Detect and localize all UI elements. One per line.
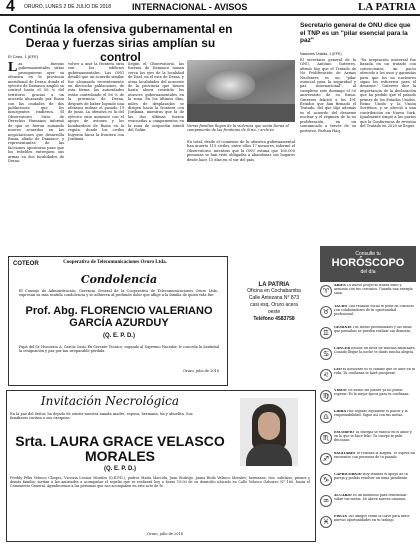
side-column-1: El secretario general de la ONU, António Guterres, afirmó hoy que el Tratado de No Proliferación de Armas Nucleares es un "pilar esencial para la seguridad y paz internacional", al cumplirse este domingo el 50 aniversario de su firma. Guterres felicitó a los 191 Estados que han firmado el Tratado, del que dijo además es el acuerdo del desarme nuclear y el régimen de la no proliferación, en un comunicado a través de su portavoz, Farhan Haq. [300,58,356,133]
sign-name: LIBRA [334,410,346,413]
condolence-closing: Papá del Sr. Honorato A. García Ossio Ex Gerente Técnico; rogando al Supremo Hacedor, le conceda la Santidad la resignación y paz por tan irreparable pérdida. [19,345,219,354]
portrait-body [246,444,292,466]
sign-acuario: ♒ ACUARIO Es un momento para reflexionar sobre tus metas. Se abren nuevos caminos. [320,494,416,513]
sign-leo: ♌ LEO El horizonte es el camino que se abre en tu vida. Tu confianza te hará prosperar. [320,368,416,387]
horoscope-subtitle: del día [360,269,376,275]
lead-column-3: Según el Observatorio, las fuerzas de Damasco toman cerca los ejes de la localidad de Dael, en el este de Deraa, y otras localidades del noroeste de la provincia que tienen hasta ahora resistido los avances gubernamentales en la zona. En los últimos días, miles de desplazados se dirigen hacia la frontera con Jordania, mientras que la de las dos últimas fueron evacuadas a campamentos en la zona de ocupación israelí del Golán. [128,62,184,133]
sign-name: SAGITARIO [334,452,356,455]
side-column-2: "Su aceptación universal fue basada en un tratado con convicciones, un pacto ofrecido a los usos y garantías para que los no nucleares sigan los esfuerzos para el desarme." Guterres dice la importancia de la declaración que ha pedido que el pasado primer de los Estados Unidos, Reino Unido y la Unión Soviética, y se ofreció a una contribución en Nueva York. Igualmente exigió a las partes que la Conferencia de revisión del Tratado en 2020 se llegue. [360,58,416,129]
sagittarius-icon: ♐ [320,453,332,465]
sign-cancer: ♋ CÁNCER Recibe un favor de muchas amistades. Cuando llegue la noche te darás mucha alegría. [320,347,416,366]
condolence-date: Oruro, julio de 2018 [183,369,219,373]
photo-caption: Varias familias llegan de la violencia que azota Deraa al campamento de las fronteras de Siria. / archivo [187,124,289,133]
lead-headline: Continúa la ofensiva gubernamental en Deraa y fuerzas sirias amplían su control [8,22,233,64]
aquarius-icon: ♒ [320,495,332,507]
invitation-name: Srta. LAURA GRACE VELASCO MORALES [15,433,225,464]
sign-capricornio: ♑ CAPRICORNIO Hoy tendrás el apoyo de tu pareja y podrás resolver un tema pendiente. [320,473,416,492]
invitation-intro: En la paz del Señor, ha dejado de existir nuestra amada madre, esposa, hermana, tía y abuelita. Sus familiares invitan a sus exequias. [10,412,193,421]
page-header [0,0,420,16]
gemini-icon: ♊ [320,327,332,339]
libra-icon: ♎ [320,411,332,423]
office-line-2: Calle Antezana N° 873 [248,295,300,301]
sign-geminis: ♊ GÉMINIS Tus metas profesionales y las ideas que pensabas se pueden realizar sin demoras. [320,326,416,345]
smoke-shape [205,70,255,100]
sign-name: PISCIS [334,515,347,518]
sign-name: CÁNCER [334,347,351,350]
lead-column-1: Las fuerzas gubernamentales sirias prosiguieron ayer su ofensiva en la provincia meridional de Deraa, donde el ejército de Damasco amplió su control hasta el 56 % del territorio, gracias a un acuerdo alcanzado por Rusia con las ciudades de dos poblaciones que los insurgentes rindieron. El Observatorio Sirio de Derechos Humanos informó de que se fueron sumando nuevos acuerdos en las negociaciones que desarrolla Rusia, aliado de Damasco, y representantes de las facciones opositoras para que los rebeldes entreguen sus armas en dos localidades de Deraa. [8,62,64,163]
side-byline: Naciones Unidas, 1 (EFE) [300,52,342,56]
coop-logo: COTEOR [13,261,39,267]
sign-name: ACUARIO [334,494,352,497]
taurus-icon: ♉ [320,306,332,318]
horoscope-kicker: Consulte tu [355,251,381,257]
coop-name: Cooperativa de Telecomunicaciones Oruro Ltda. [63,260,167,265]
office-brand: LA PATRIA [258,282,290,288]
cancer-icon: ♋ [320,348,332,360]
sign-virgo: ♍ VIRGO Un sueño sin planes ya no puede esperar. Es la mejor época para tu confianza. [320,389,416,408]
condolence-ad [8,256,228,386]
office-phone: Teléfono 4583758 [253,316,295,322]
scorpio-icon: ♏ [320,432,332,444]
horoscope-banner [320,246,416,282]
sign-name: CAPRICORNIO [334,473,362,476]
invitation-family: Freddy Félix Velasco Choque, Victoria Leonor Morales (Q.E.P.D.); padres María Marcela, Juan Rodrigo, Juana Roda Velasco Morales; hermanos, tíos, sobrinos, primos y demás familia; invitan a las amistades a acompañar el sepelio que se realizará hoy a horas 10:00 de su domicilio ubicado en Calle Velasco Galvarro N° 160, hasta el Cementerio General. Agradecemos a las personas que nos acompañen en este acto de fe. [10,476,310,489]
sign-name: LEO [334,368,342,371]
sign-piscis: ♓ PISCIS Tus amigos serán la clave para abrir nuevas oportunidades en tu trabajo. [320,515,416,534]
invitation-date: Oruro, julio de 2018 [147,532,183,536]
sign-name: ARIES [334,284,346,287]
office-line-1: Oficina en Cochabamba [247,288,301,294]
deceased-name: Prof. Abg. FLORENCIO VALERIANO GARCÍA AZURDUY [25,305,213,329]
horoscope-title: HORÓSCOPO [331,257,405,269]
capricorn-icon: ♑ [320,474,332,486]
sign-name: VIRGO [334,389,347,392]
invitation-rip: (Q. E. P. D.) [104,466,136,472]
aries-icon: ♈ [320,285,332,297]
newspaper-brand: LA PATRIA [358,1,416,13]
sign-libra: ♎ LIBRA Has logrado equilibrar el placer y la responsabilidad. Sigue así con tus metas. [320,410,416,429]
lead-column-4: En total, desde el comienzo de la ofensiva gubernamental han muerto 115 civiles, entre ellos 17 menores, informó el Observatorio, mientras que la ONU estima que 160.000 personas se han visto obligadas a abandonar sus hogares desde hace 15 días en el sur del país. [187,140,295,162]
lead-byline: El Cairo, 1 (EFE) [8,54,39,59]
office-line-3: casi esq. Oruro acera [250,302,298,308]
lead-column-2: volver a unir la frontera sirio con los edificios gubernamentales. Las ONG detalló que un acuerdo similar fue alcanzado recientemente en dieciocho poblaciones, de esta forma, las autoridades están controlando el 56 % de la provincia de Deraa, después de haber logrado una ofensiva militar el pasado 19 de junio. La ofensiva es la del ejército sirio aumentó con el apoyo de aviones y los bombardeos de Rusia en la región, donde los civiles huyeron hacia la frontera con Jordania. [68,62,124,141]
condolence-text: El Consejo de Administración, Gerencia General de la Cooperativa de Telecomunicaciones Oruro Ltda., expresan su más sentida condolencia y se adhieren al profundo dolor que aflige a la familia de quien vida fue: [19,289,219,298]
dropcap: L [8,62,18,75]
issue-date: ORURO, LUNES 2 DE JULIO DE 2018 [24,4,111,10]
sign-tauro: ♉ TAURO Una reunión social te pone en contacto con colaboradores de tu oportunidad profesional. [320,305,416,324]
condolence-title: Condolencia [80,273,158,286]
side-headline: Secretario general de ONU dice que el TNP es un "pilar esencial para la paz" [300,22,411,44]
office-line-4: oeste [267,309,281,315]
rip-mark: (Q. E. P. D.) [103,333,135,339]
pisces-icon: ♓ [320,516,332,528]
invitation-title: Invitación Necrológica [40,394,180,408]
war-photo [187,60,295,122]
sign-name: ESCORPIO [334,431,355,434]
leo-icon: ♌ [320,369,332,381]
page-number: 4 [6,0,15,15]
virgo-icon: ♍ [320,390,332,402]
office-box [232,282,316,354]
section-title: INTERNACIONAL - AVISOS [132,2,248,12]
sign-name: GÉMINIS [334,326,352,329]
sign-name: TAURO [334,305,348,308]
portrait-photo [240,398,298,466]
sign-aries: ♈ ARIES Tu nuevo proyecto traerá éxito y armonía con tus cercanos. Guarda una energía sana. [320,284,416,303]
sign-escorpio: ♏ ESCORPIO Tu energía se enfoca en el amor y en lo que te hace feliz. Tu cuerpo te pide descanso. [320,431,416,450]
ground-shape [187,104,295,122]
portrait-face [258,412,280,440]
sign-sagitario: ♐ SAGITARIO Te rodeará la alegría. Te espera un encuentro con personas de tu pasado. [320,452,416,471]
